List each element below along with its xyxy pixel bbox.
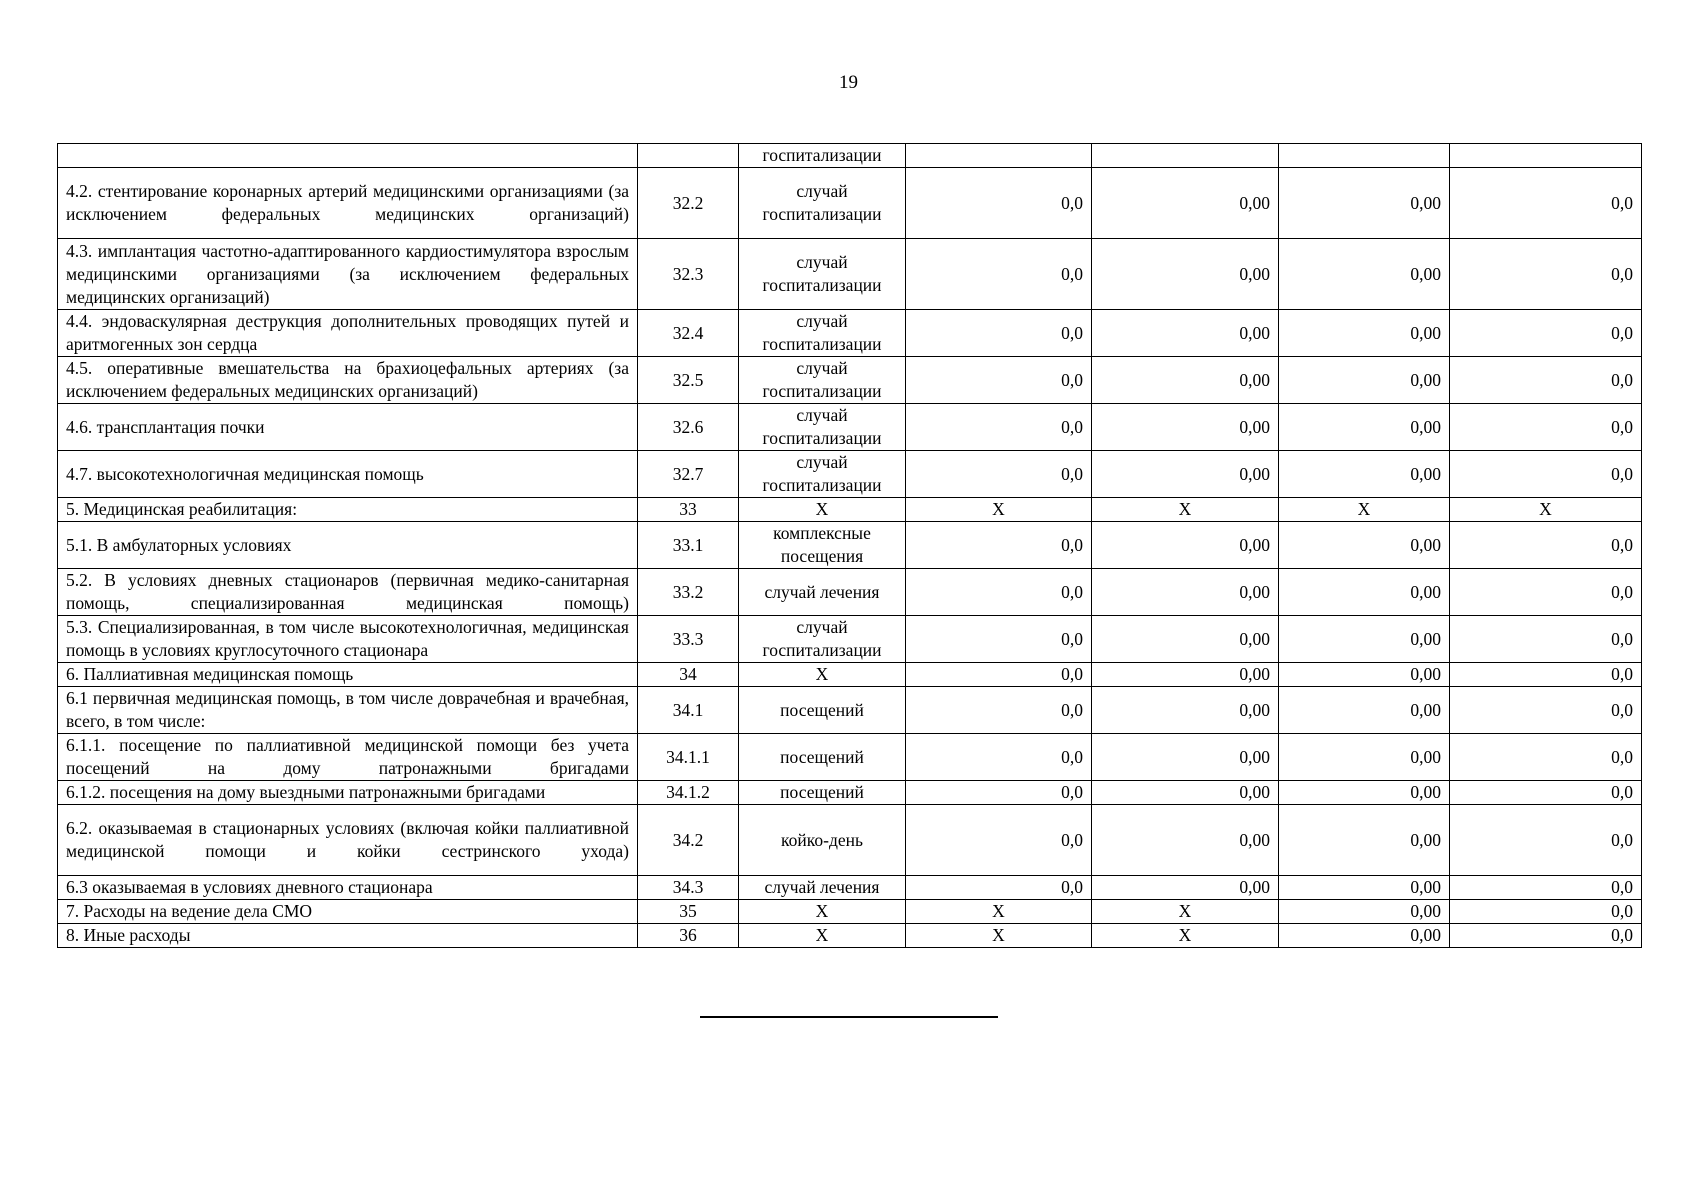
row-unit-cell: случай госпитализации [739, 357, 906, 404]
row-unit-cell: случай лечения [739, 876, 906, 900]
row-code-cell: 32.3 [638, 239, 739, 310]
row-unit-cell: Х [739, 924, 906, 948]
table-row [58, 498, 1642, 522]
row-unit-cell: койко-день [739, 805, 906, 876]
row-value-3-cell: 0,00 [1279, 734, 1450, 781]
row-value-4-cell: 0,0 [1450, 781, 1642, 805]
table-row [58, 144, 1642, 168]
row-value-4-cell: 0,0 [1450, 168, 1642, 239]
row-code-cell: 34.1.1 [638, 734, 739, 781]
table-row [58, 734, 1642, 781]
row-value-4-cell: 0,0 [1450, 451, 1642, 498]
row-unit-cell: Х [739, 900, 906, 924]
table-row [58, 876, 1642, 900]
row-value-4-cell: Х [1450, 498, 1642, 522]
row-value-2-cell: 0,00 [1092, 404, 1279, 451]
row-value-2-cell: 0,00 [1092, 805, 1279, 876]
row-name-cell: 4.6. трансплантация почки [58, 404, 638, 451]
row-value-2-cell: 0,00 [1092, 168, 1279, 239]
row-unit-cell: комплексные посещения [739, 522, 906, 569]
row-value-2-cell: Х [1092, 900, 1279, 924]
row-value-1-cell: 0,0 [906, 451, 1092, 498]
row-value-4-cell: 0,0 [1450, 239, 1642, 310]
table-row [58, 357, 1642, 404]
row-unit-cell: случай лечения [739, 569, 906, 616]
row-value-1-cell: 0,0 [906, 522, 1092, 569]
row-value-3-cell: 0,00 [1279, 168, 1450, 239]
row-name-cell: 5.2. В условиях дневных стационаров (первичная медико-санитарная помощь, специализированная медицинская помощь) [58, 569, 638, 616]
row-value-1-cell: 0,0 [906, 781, 1092, 805]
row-value-2-cell: 0,00 [1092, 663, 1279, 687]
row-code-cell: 33.3 [638, 616, 739, 663]
row-name-cell: 5.1. В амбулаторных условиях [58, 522, 638, 569]
row-value-1-cell: 0,0 [906, 357, 1092, 404]
table-row [58, 239, 1642, 310]
row-name-cell: 5. Медицинская реабилитация: [58, 498, 638, 522]
row-name-cell: 4.3. имплантация частотно-адаптированного кардиостимулятора взрослым медицинскими организациями (за исключением федеральных медицинских организаций) [58, 239, 638, 310]
row-value-2-cell: Х [1092, 498, 1279, 522]
row-value-3-cell: 0,00 [1279, 522, 1450, 569]
row-value-4-cell: 0,0 [1450, 569, 1642, 616]
row-code-cell: 35 [638, 900, 739, 924]
row-value-3-cell: 0,00 [1279, 616, 1450, 663]
table-row [58, 522, 1642, 569]
table-row [58, 805, 1642, 876]
row-value-3-cell: 0,00 [1279, 781, 1450, 805]
row-code-cell: 32.5 [638, 357, 739, 404]
row-unit-cell: случай госпитализации [739, 404, 906, 451]
row-name-cell: 6.2. оказываемая в стационарных условиях (включая койки паллиативной медицинской помощи и койки сестринского ухода) [58, 805, 638, 876]
row-value-1-cell: 0,0 [906, 239, 1092, 310]
row-value-4-cell: 0,0 [1450, 876, 1642, 900]
row-code-cell: 33.2 [638, 569, 739, 616]
row-name-cell: 4.5. оперативные вмешательства на брахиоцефальных артериях (за исключением федеральных медицинских организаций) [58, 357, 638, 404]
row-value-3-cell: 0,00 [1279, 239, 1450, 310]
row-unit-cell: Х [739, 498, 906, 522]
row-value-2-cell: 0,00 [1092, 876, 1279, 900]
row-value-4-cell: 0,0 [1450, 310, 1642, 357]
row-value-3-cell: 0,00 [1279, 876, 1450, 900]
row-unit-cell: госпитализации [739, 144, 906, 168]
row-value-1-cell: 0,0 [906, 687, 1092, 734]
row-code-cell: 34 [638, 663, 739, 687]
row-name-cell: 4.7. высокотехнологичная медицинская помощь [58, 451, 638, 498]
row-value-3-cell: 0,00 [1279, 663, 1450, 687]
row-name-cell: 6.1.2. посещения на дому выездными патронажными бригадами [58, 781, 638, 805]
row-value-3-cell: 0,00 [1279, 900, 1450, 924]
table-row [58, 781, 1642, 805]
row-value-2-cell: 0,00 [1092, 357, 1279, 404]
row-code-cell: 34.1 [638, 687, 739, 734]
row-value-4-cell: 0,0 [1450, 522, 1642, 569]
row-unit-cell: случай госпитализации [739, 616, 906, 663]
bottom-rule [700, 1016, 998, 1018]
table-row [58, 687, 1642, 734]
row-code-cell: 33.1 [638, 522, 739, 569]
row-value-4-cell: 0,0 [1450, 924, 1642, 948]
row-code-cell: 36 [638, 924, 739, 948]
table-row [58, 451, 1642, 498]
row-value-4-cell: 0,0 [1450, 805, 1642, 876]
row-value-1-cell [906, 144, 1092, 168]
row-value-4-cell: 0,0 [1450, 663, 1642, 687]
row-value-2-cell: 0,00 [1092, 451, 1279, 498]
row-value-2-cell: 0,00 [1092, 310, 1279, 357]
row-value-1-cell: 0,0 [906, 663, 1092, 687]
row-value-1-cell: 0,0 [906, 616, 1092, 663]
row-name-cell: 4.2. стентирование коронарных артерий медицинскими организациями (за исключением федеральных медицинских организаций) [58, 168, 638, 239]
row-code-cell: 33 [638, 498, 739, 522]
row-value-1-cell: 0,0 [906, 310, 1092, 357]
row-value-4-cell: 0,0 [1450, 734, 1642, 781]
row-name-cell: 6. Паллиативная медицинская помощь [58, 663, 638, 687]
row-value-3-cell [1279, 144, 1450, 168]
table-row [58, 663, 1642, 687]
row-value-4-cell: 0,0 [1450, 687, 1642, 734]
row-value-2-cell [1092, 144, 1279, 168]
row-value-1-cell: 0,0 [906, 876, 1092, 900]
row-code-cell: 32.7 [638, 451, 739, 498]
row-value-2-cell: 0,00 [1092, 569, 1279, 616]
row-value-3-cell: 0,00 [1279, 569, 1450, 616]
row-value-4-cell: 0,0 [1450, 616, 1642, 663]
row-value-4-cell: 0,0 [1450, 404, 1642, 451]
row-value-1-cell: Х [906, 900, 1092, 924]
row-unit-cell: случай госпитализации [739, 168, 906, 239]
row-code-cell [638, 144, 739, 168]
table-row [58, 168, 1642, 239]
row-value-2-cell: 0,00 [1092, 781, 1279, 805]
row-code-cell: 34.1.2 [638, 781, 739, 805]
row-unit-cell: посещений [739, 687, 906, 734]
row-unit-cell: Х [739, 663, 906, 687]
row-value-3-cell: 0,00 [1279, 310, 1450, 357]
row-name-cell [58, 144, 638, 168]
row-name-cell: 6.1 первичная медицинская помощь, в том числе доврачебная и врачебная, всего, в том числе: [58, 687, 638, 734]
row-code-cell: 32.6 [638, 404, 739, 451]
row-unit-cell: случай госпитализации [739, 310, 906, 357]
table-row [58, 924, 1642, 948]
row-name-cell: 8. Иные расходы [58, 924, 638, 948]
data-table [57, 143, 1642, 948]
table-row [58, 569, 1642, 616]
row-value-2-cell: 0,00 [1092, 239, 1279, 310]
row-code-cell: 32.2 [638, 168, 739, 239]
row-unit-cell: случай госпитализации [739, 239, 906, 310]
row-value-1-cell: 0,0 [906, 168, 1092, 239]
row-value-1-cell: Х [906, 924, 1092, 948]
row-unit-cell: посещений [739, 734, 906, 781]
row-value-3-cell: 0,00 [1279, 805, 1450, 876]
row-value-3-cell: 0,00 [1279, 924, 1450, 948]
row-unit-cell: случай госпитализации [739, 451, 906, 498]
row-name-cell: 6.1.1. посещение по паллиативной медицинской помощи без учета посещений на дому патронажными бригадами [58, 734, 638, 781]
row-value-4-cell [1450, 144, 1642, 168]
table-body [58, 144, 1642, 948]
row-value-2-cell: 0,00 [1092, 522, 1279, 569]
row-value-3-cell: Х [1279, 498, 1450, 522]
row-name-cell: 4.4. эндоваскулярная деструкция дополнительных проводящих путей и аритмогенных зон сердца [58, 310, 638, 357]
table-row [58, 404, 1642, 451]
row-value-2-cell: 0,00 [1092, 687, 1279, 734]
row-value-1-cell: 0,0 [906, 569, 1092, 616]
row-value-1-cell: 0,0 [906, 734, 1092, 781]
row-code-cell: 32.4 [638, 310, 739, 357]
row-value-1-cell: 0,0 [906, 805, 1092, 876]
row-unit-cell: посещений [739, 781, 906, 805]
row-value-1-cell: Х [906, 498, 1092, 522]
row-value-2-cell: Х [1092, 924, 1279, 948]
row-value-3-cell: 0,00 [1279, 451, 1450, 498]
row-code-cell: 34.2 [638, 805, 739, 876]
row-value-1-cell: 0,0 [906, 404, 1092, 451]
row-value-4-cell: 0,0 [1450, 357, 1642, 404]
page-number: 19 [839, 72, 858, 93]
row-name-cell: 5.3. Специализированная, в том числе высокотехнологичная, медицинская помощь в условиях круглосуточного стационара [58, 616, 638, 663]
row-value-3-cell: 0,00 [1279, 357, 1450, 404]
row-name-cell: 7. Расходы на ведение дела СМО [58, 900, 638, 924]
row-name-cell: 6.3 оказываемая в условиях дневного стационара [58, 876, 638, 900]
row-value-3-cell: 0,00 [1279, 404, 1450, 451]
table-row [58, 310, 1642, 357]
row-value-2-cell: 0,00 [1092, 734, 1279, 781]
table-row [58, 900, 1642, 924]
row-value-4-cell: 0,0 [1450, 900, 1642, 924]
row-code-cell: 34.3 [638, 876, 739, 900]
table-row [58, 616, 1642, 663]
row-value-2-cell: 0,00 [1092, 616, 1279, 663]
row-value-3-cell: 0,00 [1279, 687, 1450, 734]
